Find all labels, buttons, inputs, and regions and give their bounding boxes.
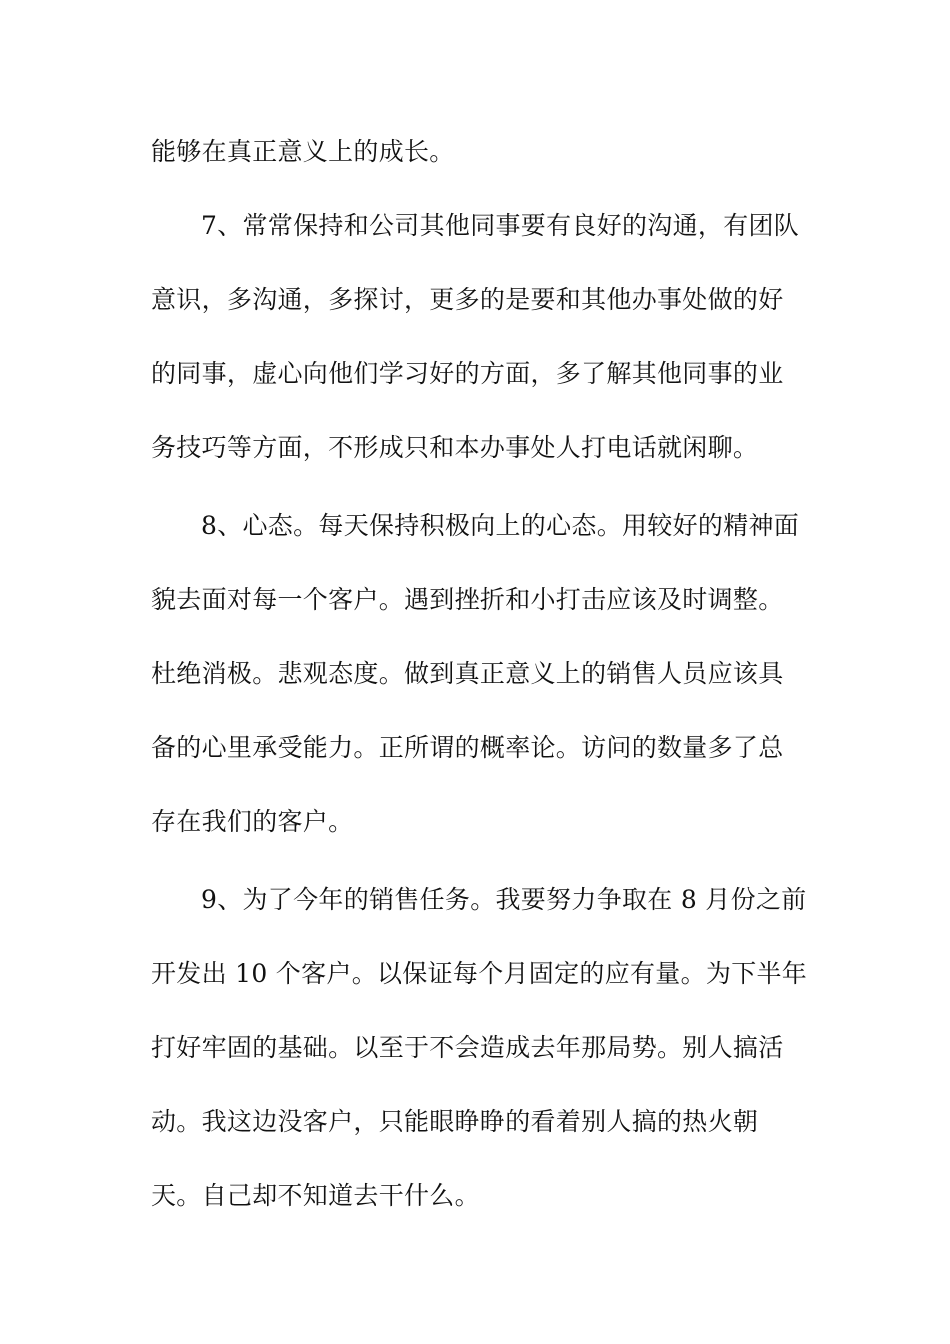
text-line: 天。自己却不知道去干什么。 [151, 1181, 480, 1210]
text-line: 能够在真正意义上的成长。 [151, 137, 455, 166]
text-line: 动。我这边没客户，只能眼睁睁的看着别人搞的热火朝 [151, 1107, 759, 1136]
text-line: 杜绝消极。悲观态度。做到真正意义上的销售人员应该具 [151, 659, 784, 688]
paragraph-7-start: 7、常常保持和公司其他同事要有良好的沟通，有团队 [201, 211, 800, 240]
paragraph-8-start: 8、心态。每天保持积极向上的心态。用较好的精神面 [201, 511, 800, 540]
text-line: 意识，多沟通，多探讨，更多的是要和其他办事处做的好 [151, 285, 784, 314]
text-line: 打好牢固的基础。以至于不会造成去年那局势。别人搞活 [151, 1033, 784, 1062]
text-line: 开发出 10 个客户。以保证每个月固定的应有量。为下半年 [151, 959, 808, 988]
text-line: 的同事，虚心向他们学习好的方面，多了解其他同事的业 [151, 359, 784, 388]
text-line: 存在我们的客户。 [151, 807, 354, 836]
text-line: 备的心里承受能力。正所谓的概率论。访问的数量多了总 [151, 733, 784, 762]
text-line: 务技巧等方面，不形成只和本办事处人打电话就闲聊。 [151, 433, 759, 462]
text-line: 貌去面对每一个客户。遇到挫折和小打击应该及时调整。 [151, 585, 784, 614]
paragraph-9-start: 9、为了今年的销售任务。我要努力争取在 8 月份之前 [201, 885, 807, 914]
